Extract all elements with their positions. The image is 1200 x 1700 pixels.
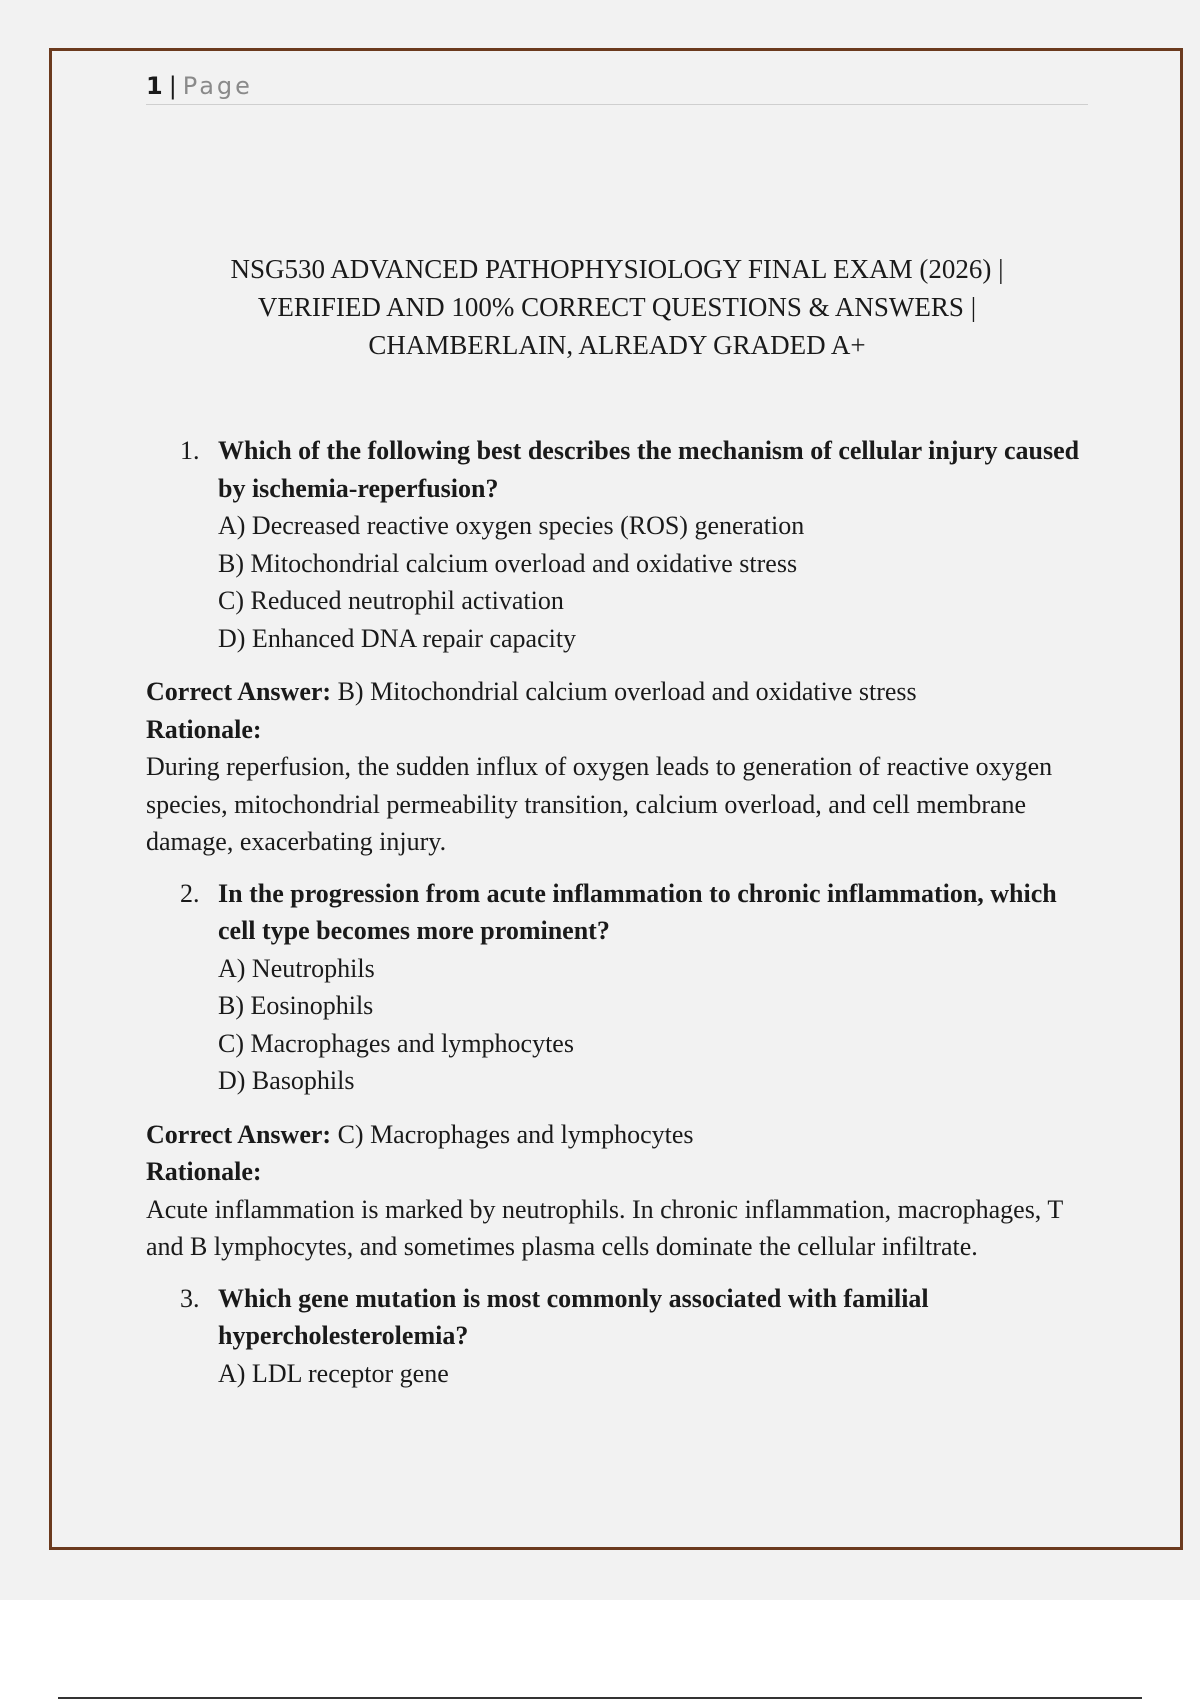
page-word: Page	[182, 72, 253, 100]
title-line-2: VERIFIED AND 100% CORRECT QUESTIONS & ANSWERS |	[257, 292, 977, 322]
page-number: 1	[146, 72, 163, 100]
question-text: Which of the following best describes the mechanism of cellular injury caused by ischemia-reperfusion?	[218, 436, 1080, 503]
option-a: A) Decreased reactive oxygen species (ROS) generation	[218, 511, 805, 540]
option-c: C) Reduced neutrophil activation	[218, 586, 564, 615]
page-separator: |	[168, 72, 177, 100]
option-d: D) Basophils	[218, 1066, 355, 1095]
question-2	[146, 875, 1088, 1100]
rationale-text: Acute inflammation is marked by neutrophils. In chronic inflammation, macrophages, T and B lymphocytes, and sometimes plasma cells dominate the cellular infiltrate.	[146, 1194, 1063, 1261]
question-text: Which gene mutation is most commonly associated with familial hypercholesterolemia?	[218, 1283, 929, 1350]
option-b: B) Mitochondrial calcium overload and oxidative stress	[218, 548, 798, 578]
option-a: A) LDL receptor gene	[218, 1358, 449, 1388]
correct-answer-row	[146, 1116, 1088, 1154]
correct-answer-value: B) Mitochondrial calcium overload and oxidative stress	[337, 677, 917, 706]
question-number: 1.	[180, 436, 200, 465]
correct-answer-row	[146, 673, 1088, 711]
question-3	[146, 1280, 1088, 1393]
option-c: C) Macrophages and lymphocytes	[218, 1028, 574, 1058]
document-title	[146, 250, 1088, 364]
exam-content	[146, 432, 1088, 1392]
option-a: A) Neutrophils	[218, 953, 375, 983]
rationale-text: During reperfusion, the sudden influx of oxygen leads to generation of reactive oxygen species, mitochondrial permeability transition, calcium overload, and cell membrane damage, exacerbating injury.	[146, 752, 1053, 856]
question-1	[146, 432, 1088, 657]
rationale-label: Rationale:	[146, 1157, 262, 1186]
title-line-3: CHAMBERLAIN, ALREADY GRADED A+	[368, 330, 866, 360]
answer-block-1	[146, 673, 1088, 861]
answer-block-2	[146, 1116, 1088, 1266]
option-b: B) Eosinophils	[218, 991, 374, 1020]
bottom-divider	[58, 1697, 1142, 1699]
question-number: 2.	[180, 878, 200, 908]
option-d: D) Enhanced DNA repair capacity	[218, 623, 577, 653]
correct-answer-label: Correct Answer:	[146, 677, 332, 706]
question-text: In the progression from acute inflammation to chronic inflammation, which cell type becomes more prominent?	[218, 878, 1057, 945]
question-number: 3.	[180, 1283, 200, 1313]
title-line-1: NSG530 ADVANCED PATHOPHYSIOLOGY FINAL EXAM (2026) |	[230, 254, 1004, 284]
rationale-label: Rationale:	[146, 714, 262, 744]
correct-answer-label: Correct Answer:	[146, 1119, 332, 1149]
page-header	[146, 68, 1088, 105]
correct-answer-value: C) Macrophages and lymphocytes	[337, 1119, 694, 1149]
